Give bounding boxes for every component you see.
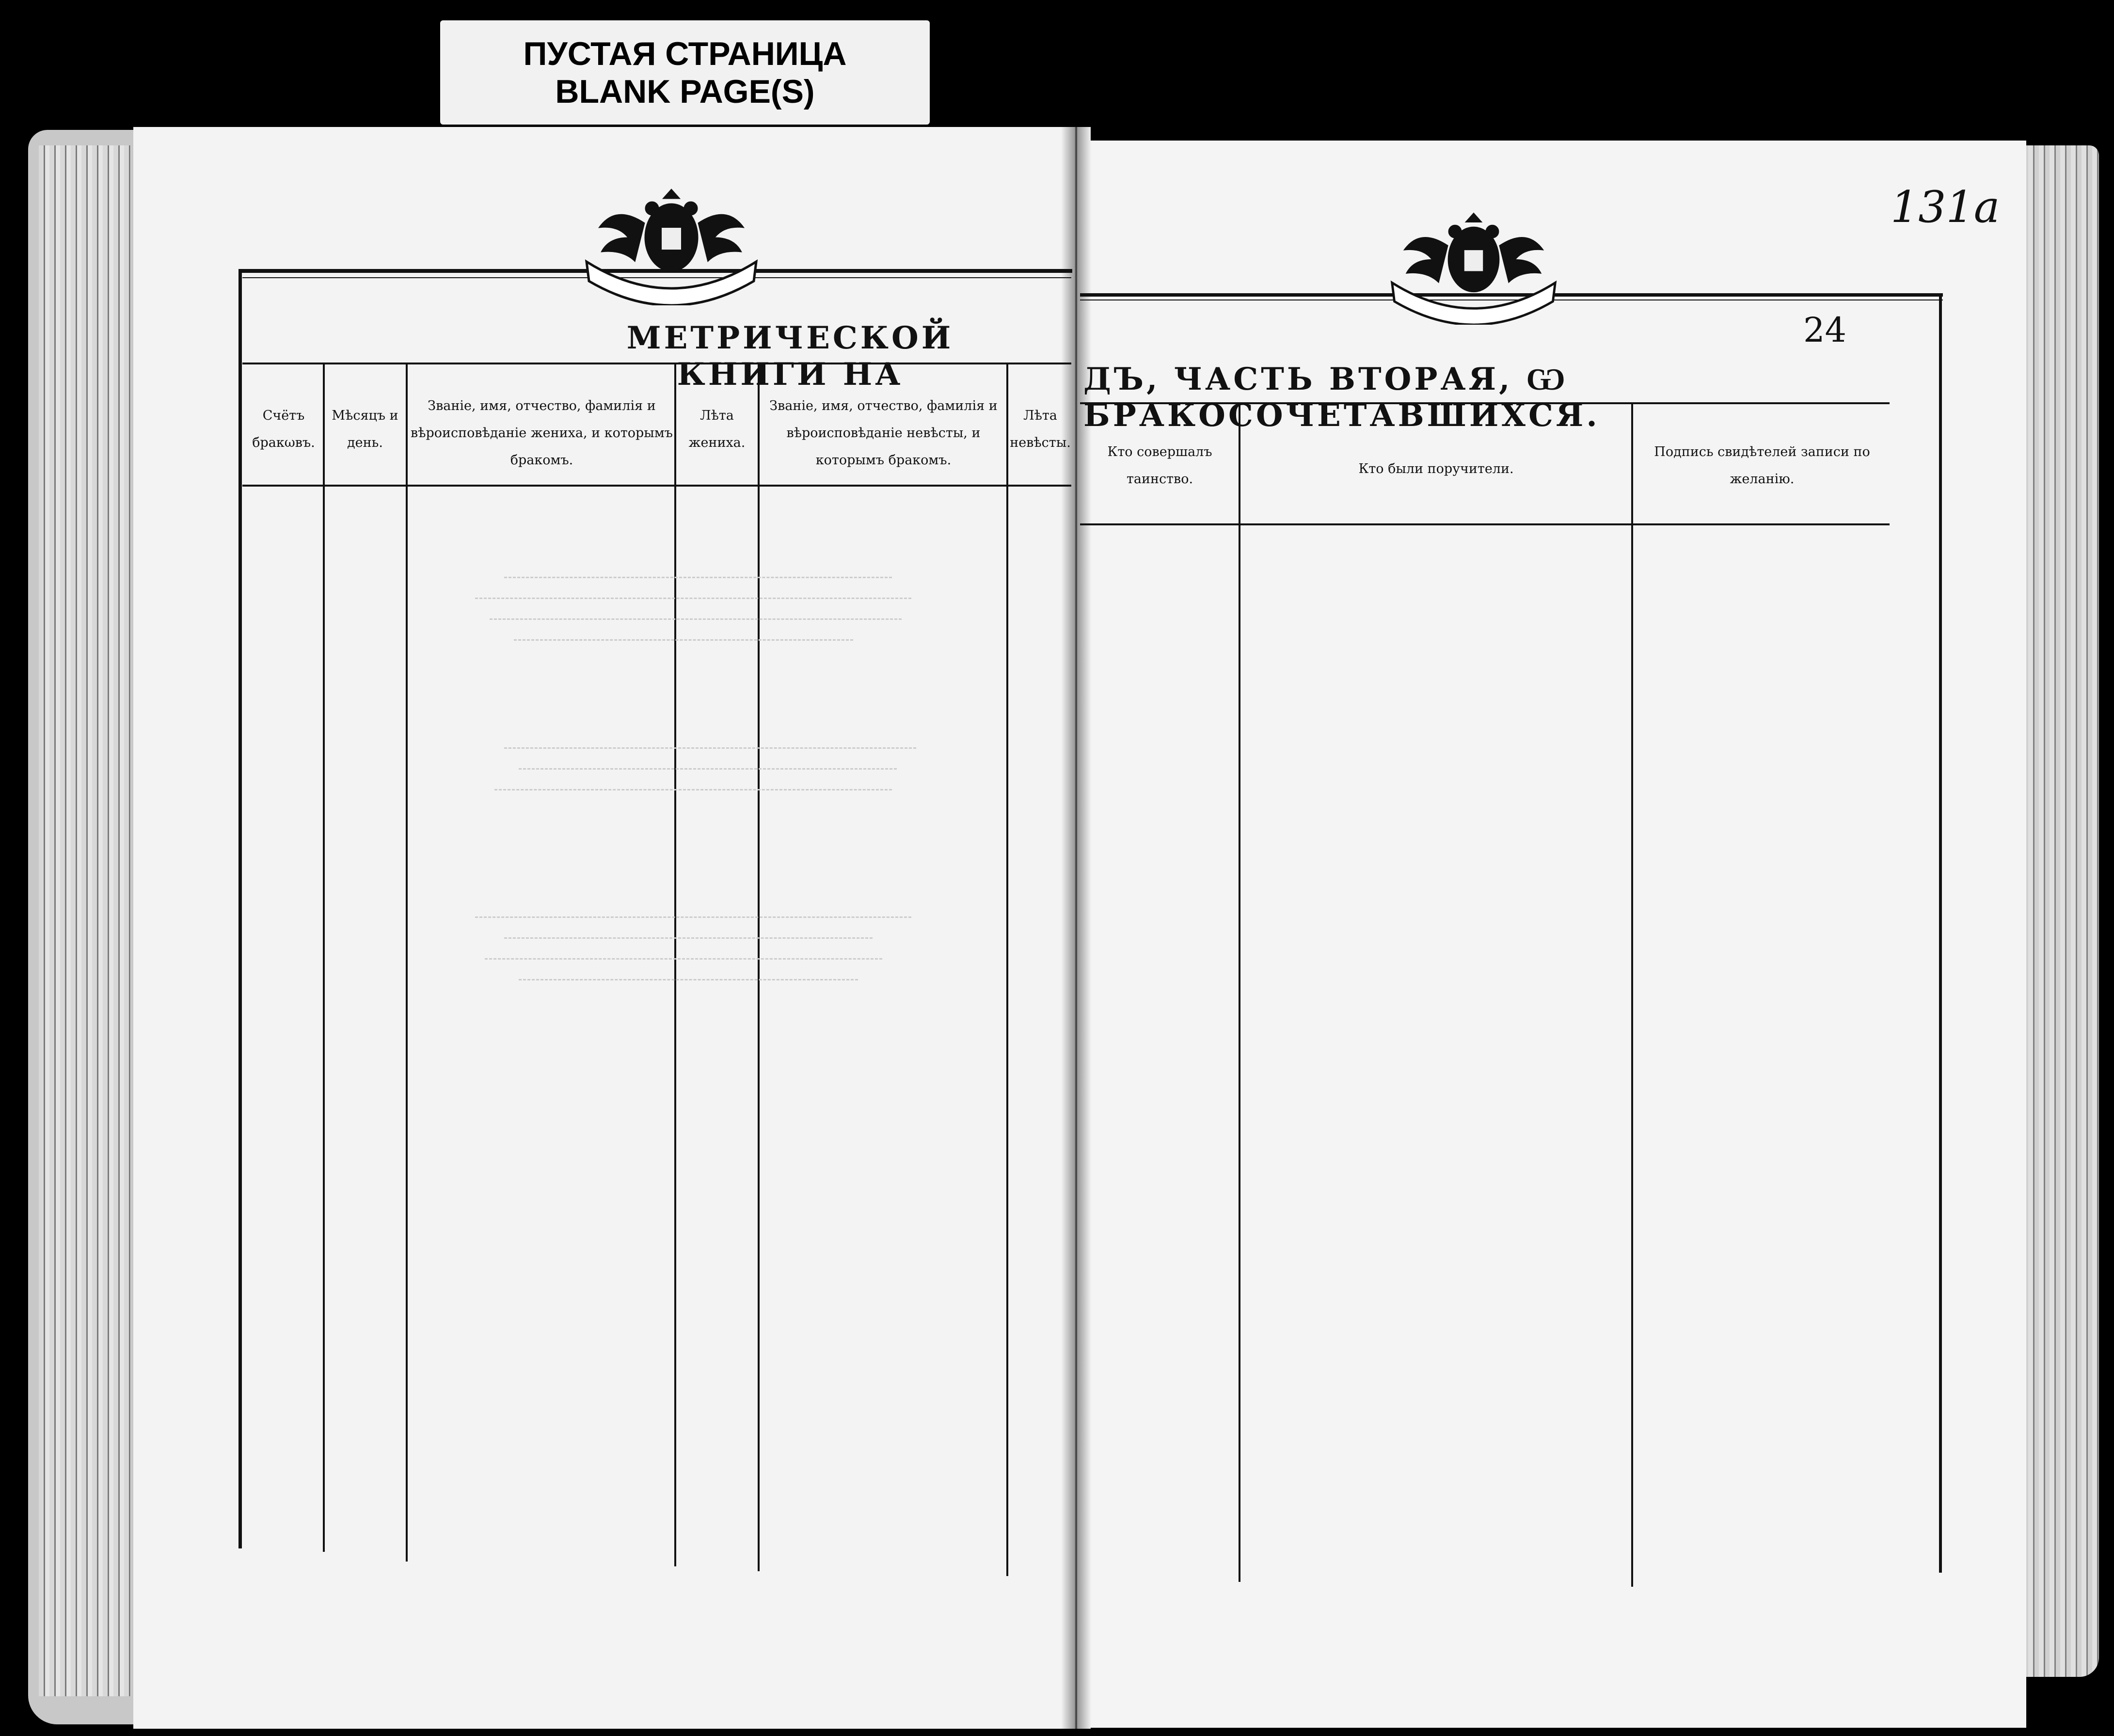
right-col-divider-1 [1239, 404, 1240, 1582]
col-header-bride: Званіе, имя, отчество, фамилія и вѣроисповѣданіе невѣсты, и которымъ бракомъ. [769, 398, 998, 468]
page-stack-left [39, 145, 131, 1696]
col-header-guarantors: Кто были поручители. [1358, 461, 1514, 476]
imperial-eagle-emblem-left [567, 179, 776, 305]
col-header-month-day: Мѣсяцъ и день. [332, 408, 398, 450]
blank-page-tag-line2: BLANK PAGE(S) [555, 73, 815, 110]
left-border-line [238, 269, 242, 1548]
right-col-divider-2 [1631, 404, 1633, 1587]
left-page-title: МЕТРИЧЕСКОЙ КНИГИ НА [626, 320, 954, 393]
left-header-rule [242, 485, 1071, 487]
col-header-groom: Званіе, имя, отчество, фамилія и вѣроисповѣданіе жениха, и которымъ бракомъ. [411, 398, 673, 468]
left-col-divider-2 [406, 364, 408, 1562]
col-header-bride-age: Лѣта невѣсты. [1010, 408, 1071, 450]
blank-page-tag [440, 20, 930, 125]
bleed-through-writing [475, 557, 1008, 1478]
col-header-officiant: Кто совершалъ таинство. [1107, 444, 1212, 487]
right-border-line [1939, 293, 1942, 1573]
col-header-marriage-count: Счётъ бракωвъ. [252, 408, 315, 450]
archive-folio-number: 131а [1891, 182, 2000, 233]
left-col-divider-1 [323, 364, 325, 1552]
right-page-title: ДЪ, ЧАСТЬ ВТОРАЯ, Ѡ БРАКОСОЧЕТАВШИХСЯ. [1083, 361, 1600, 434]
right-header-rule [1080, 523, 1890, 525]
imperial-eagle-emblem-right [1372, 204, 1575, 325]
col-header-witness-signatures: Подпись свидѣтелей записи по желанію. [1654, 444, 1870, 487]
page-number: 24 [1803, 310, 1847, 350]
blank-page-tag-line1: ПУСТАЯ СТРАНИЦА [523, 35, 847, 72]
col-header-groom-age: Лѣта жениха. [688, 408, 746, 450]
